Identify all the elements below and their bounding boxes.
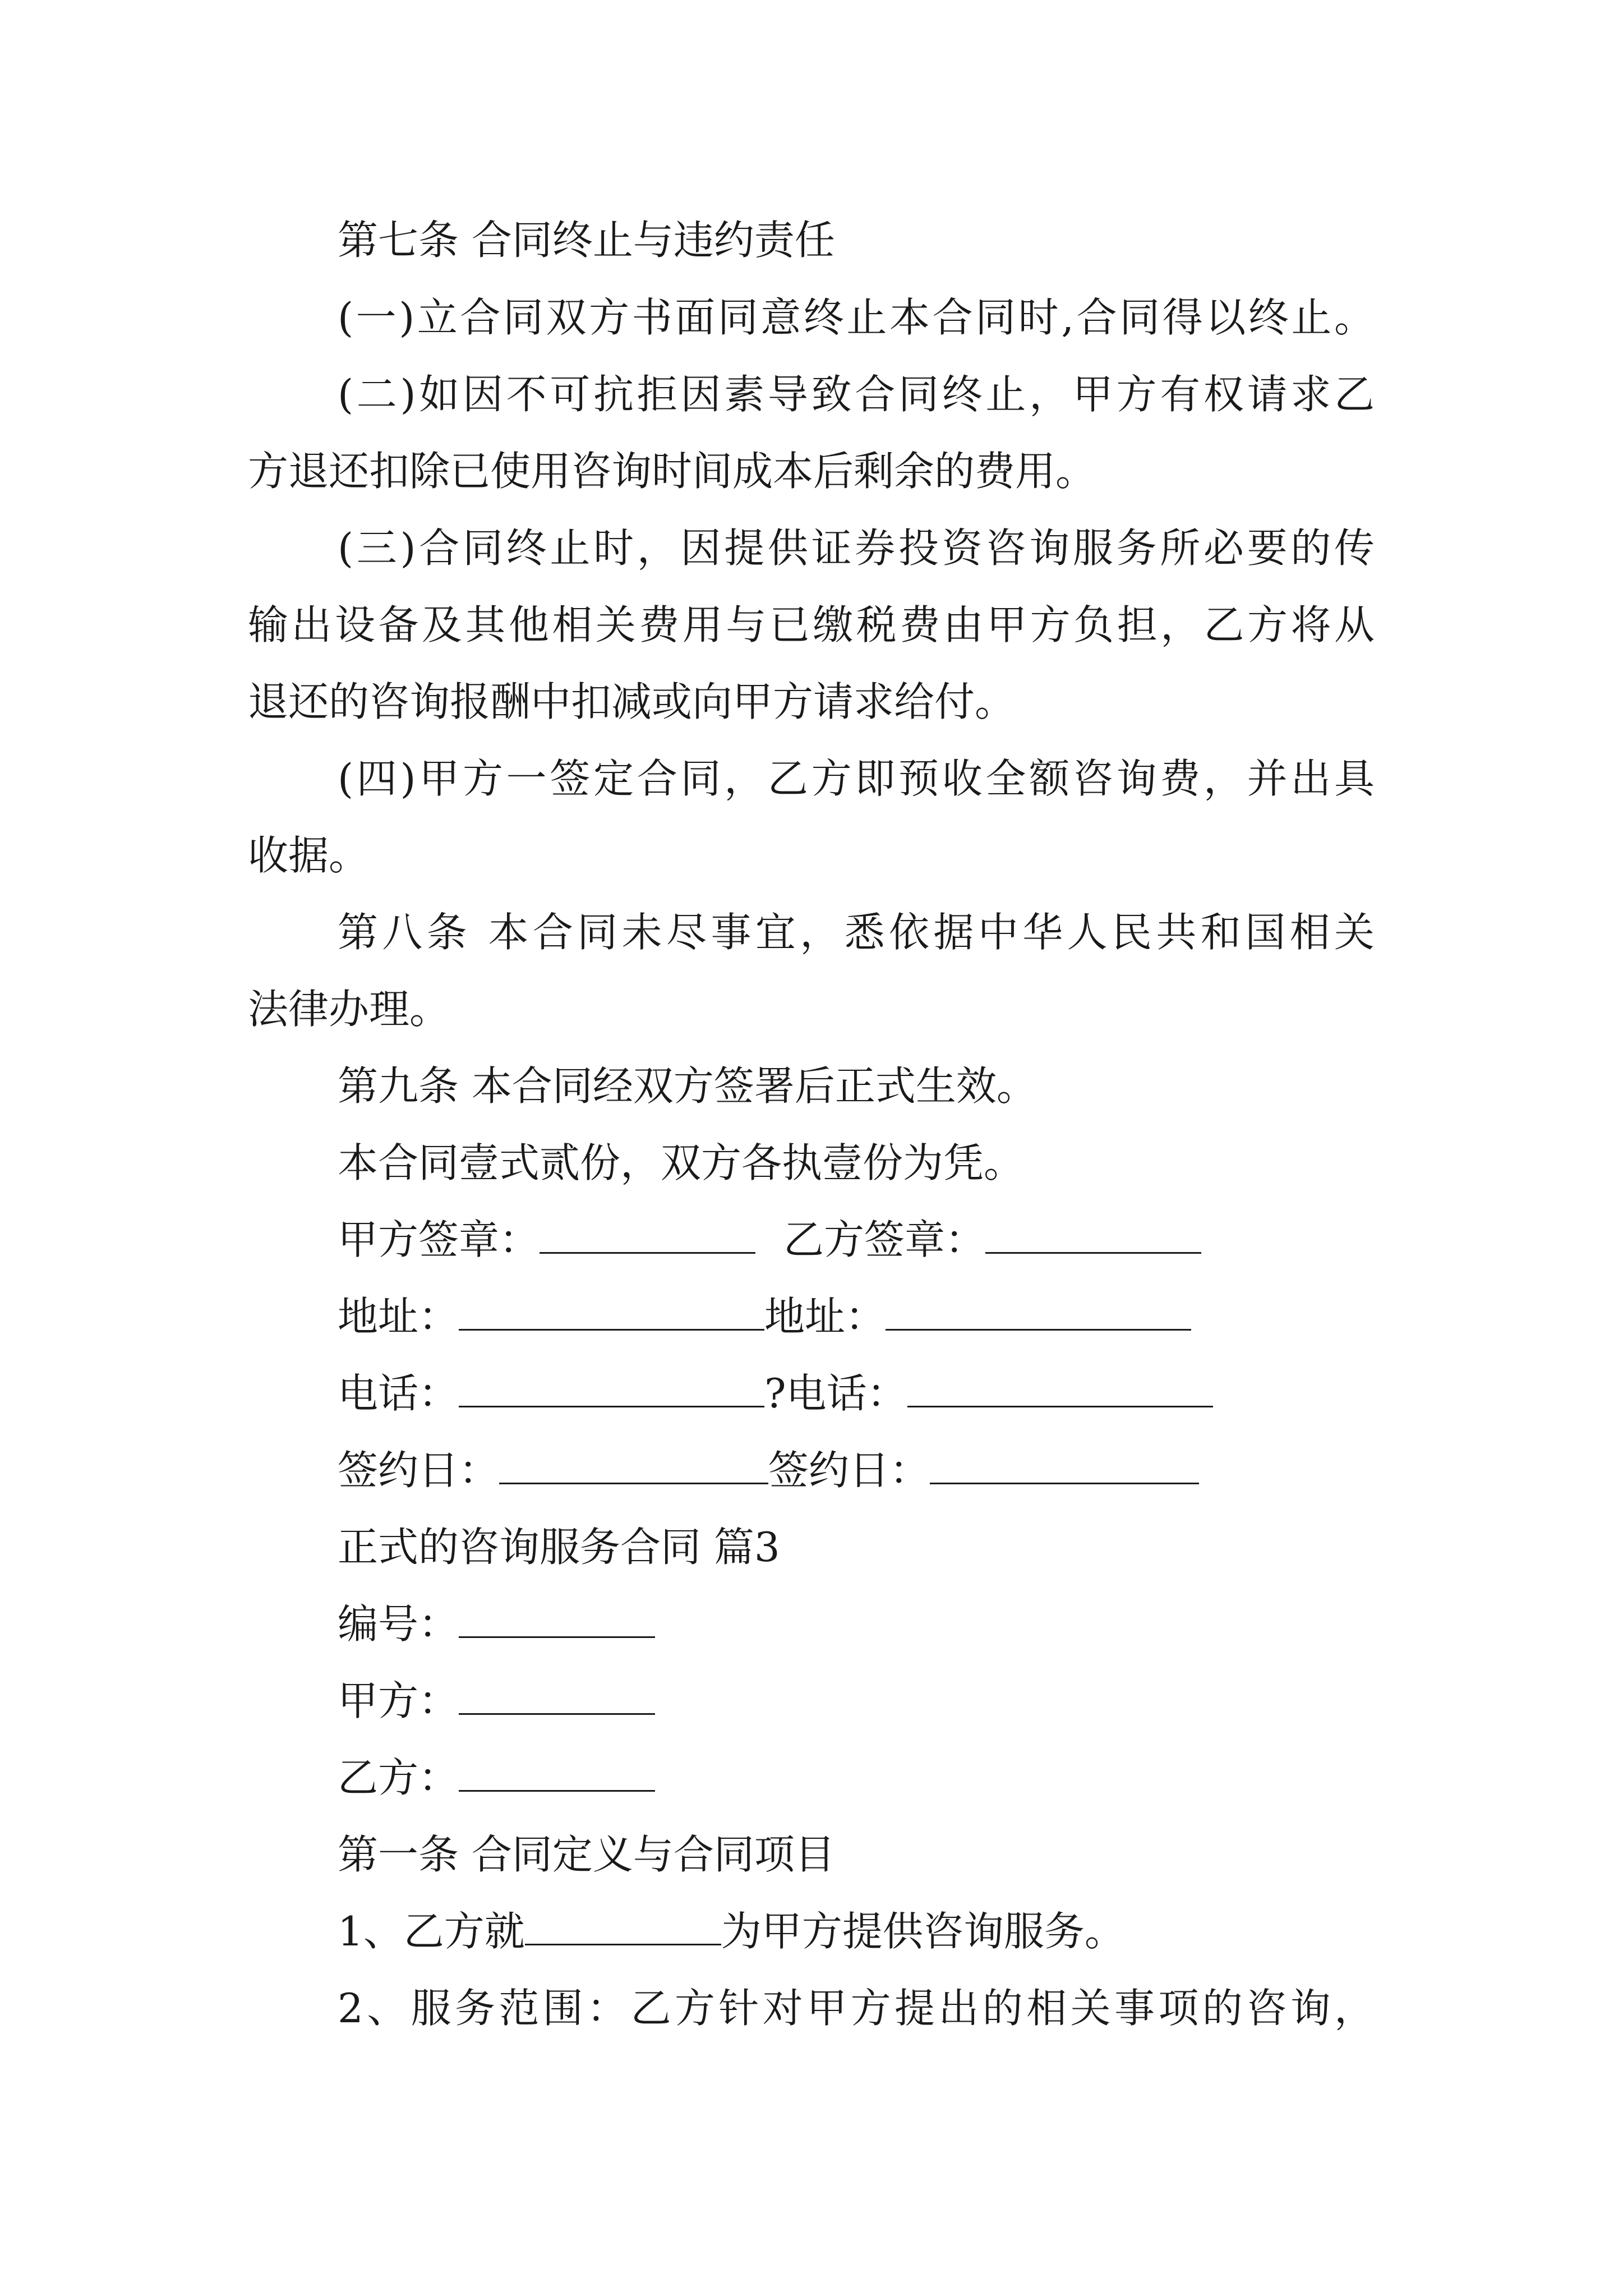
article-9: 第九条 本合同经双方签署后正式生效。: [338, 1062, 1037, 1110]
number-label: 编号：: [338, 1600, 459, 1648]
number-row: [338, 1596, 655, 1652]
article-7-title: 第七条 合同终止与违约责任: [338, 217, 835, 264]
item-1-row: [338, 1903, 1125, 1959]
party-a-date-label: 签约日：: [338, 1447, 500, 1494]
item-1-blank[interactable]: [525, 1906, 721, 1945]
article-7-clause-4-line-1: (四)甲方一签定合同，乙方即预收全额咨询费，并出具: [338, 755, 1375, 802]
article-8-line-2: 法律办理。: [248, 986, 450, 1033]
party-a-phone-blank[interactable]: [459, 1368, 764, 1407]
item-2: 2、服务范围：乙方针对甲方提出的相关事项的咨询，: [338, 1985, 1375, 2032]
article-8-line-1: 第八条 本合同未尽事宜，悉依据中华人民共和国相关: [338, 909, 1375, 956]
party-a-row: [338, 1673, 655, 1729]
article-7-clause-2-line-2: 方退还扣除已使用咨询时间成本后剩余的费用。: [248, 448, 1096, 495]
item-1-suffix: 为甲方提供咨询服务。: [721, 1908, 1125, 1955]
article-7-clause-1: (一)立合同双方书面同意终止本合同时,合同得以终止。: [338, 294, 1375, 341]
article-7-clause-3-line-1: (三)合同终止时，因提供证券投资咨询服务所必要的传: [338, 524, 1375, 572]
phone-row: [338, 1365, 1213, 1421]
date-row: [338, 1442, 1199, 1498]
address-row: [338, 1289, 1191, 1345]
party-a-date-blank[interactable]: [499, 1444, 768, 1484]
party-b-address-blank[interactable]: [886, 1291, 1191, 1331]
article-1-title: 第一条 合同定义与合同项目: [338, 1831, 835, 1878]
party-b-phone-blank[interactable]: [907, 1368, 1213, 1407]
party-a-label: 甲方：: [338, 1677, 459, 1724]
party-b-phone-label: ?电话：: [764, 1370, 907, 1417]
party-a-blank[interactable]: [459, 1675, 655, 1715]
article-7-clause-4-line-2: 收据。: [248, 832, 370, 879]
party-a-seal-blank[interactable]: [540, 1214, 755, 1254]
party-b-seal-label: 乙方签章：: [783, 1216, 986, 1263]
party-b-date-label: 签约日：: [768, 1447, 930, 1494]
article-7-clause-2-line-1: (二)如因不可抗拒因素导致合同终止，甲方有权请求乙: [338, 371, 1375, 418]
article-7-clause-3-line-2: 输出设备及其他相关费用与已缴税费由甲方负担，乙方将从: [248, 601, 1375, 648]
copies-statement: 本合同壹式贰份，双方各执壹份为凭。: [338, 1139, 1025, 1186]
party-b-seal-blank[interactable]: [985, 1214, 1201, 1254]
party-b-address-label: 地址：: [764, 1293, 886, 1340]
party-a-address-label: 地址：: [338, 1293, 459, 1340]
section-3-heading: 正式的咨询服务合同 篇3: [338, 1524, 780, 1571]
article-7-clause-3-line-3: 退还的咨询报酬中扣减或向甲方请求给付。: [248, 678, 1016, 725]
number-blank[interactable]: [459, 1598, 655, 1638]
party-b-label: 乙方：: [338, 1754, 459, 1801]
party-a-address-blank[interactable]: [459, 1291, 764, 1331]
party-b-blank[interactable]: [459, 1752, 655, 1792]
party-b-row: [338, 1750, 655, 1806]
party-a-seal-label: 甲方签章：: [338, 1216, 540, 1263]
item-1-prefix: 1、乙方就: [338, 1908, 525, 1955]
seal-row: [338, 1212, 1201, 1268]
party-b-date-blank[interactable]: [930, 1444, 1199, 1484]
party-a-phone-label: 电话：: [338, 1370, 459, 1417]
